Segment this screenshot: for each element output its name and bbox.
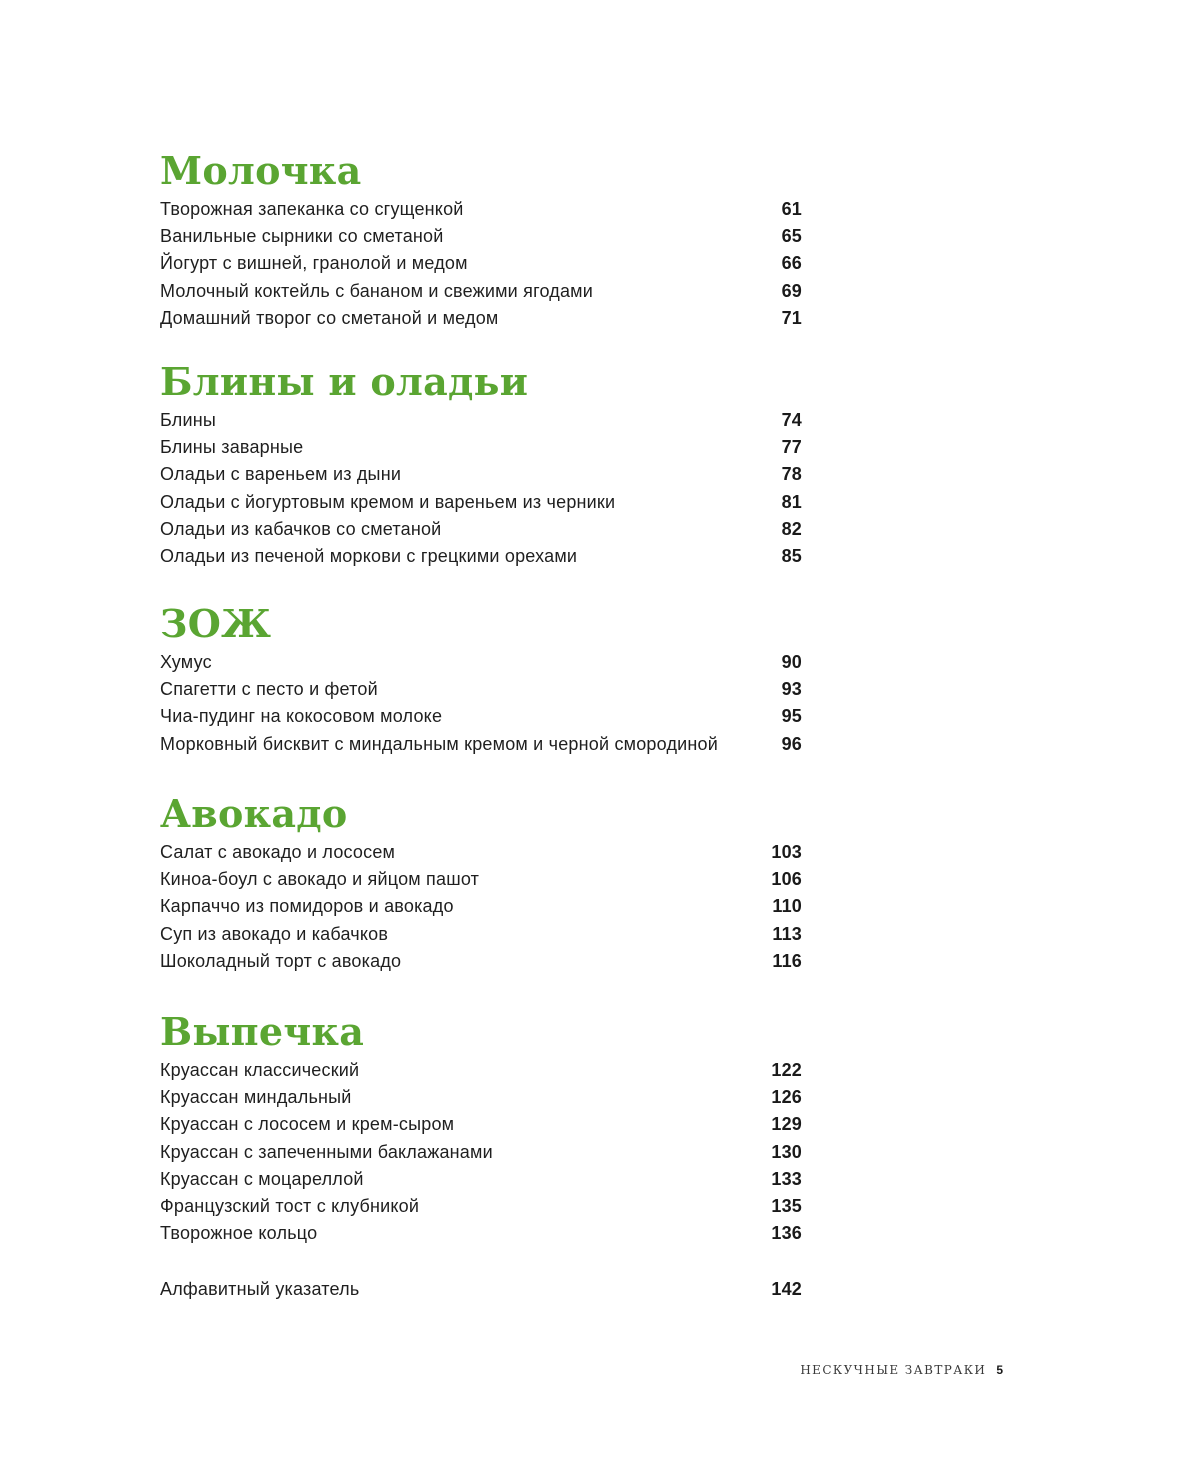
- entry-title: Французский тост с клубникой: [160, 1195, 420, 1216]
- toc-entry[interactable]: [160, 1220, 802, 1247]
- entry-title: Чиа-пудинг на кокосовом молоке: [160, 706, 443, 727]
- section-heading: Авокадо: [160, 791, 348, 836]
- entry-title: Оладьи из кабачков со сметаной: [160, 518, 442, 539]
- entry-page: 66: [781, 253, 802, 274]
- entry-title: Оладьи из печеной моркови с грецкими орехами: [160, 545, 578, 566]
- toc-entry[interactable]: [160, 948, 802, 975]
- section-heading: Выпечка: [160, 1009, 365, 1054]
- page-number: 5: [996, 1363, 1003, 1377]
- toc-entry[interactable]: [160, 703, 802, 730]
- entry-page: 71: [781, 307, 802, 328]
- entry-title: Салат с авокадо и лососем: [160, 842, 396, 862]
- entry-title: Блины заварные: [160, 437, 304, 458]
- toc-entry[interactable]: [160, 250, 802, 277]
- entry-title: Ванильные сырники со сметаной: [160, 226, 444, 247]
- entry-title: Молочный коктейль с бананом и свежими ягодами: [160, 280, 594, 301]
- entry-page: 93: [781, 679, 802, 700]
- entry-page: 113: [772, 923, 802, 944]
- entry-page: 103: [771, 842, 802, 862]
- toc-entry[interactable]: [160, 676, 802, 703]
- entry-page: 110: [772, 896, 802, 917]
- entry-page: 81: [781, 491, 802, 512]
- entry-page: 74: [781, 410, 802, 430]
- entry-page: 126: [771, 1087, 802, 1108]
- entry-page: 96: [781, 733, 802, 754]
- toc-entry[interactable]: [160, 305, 802, 332]
- entry-page: 95: [781, 706, 802, 727]
- toc-entry[interactable]: [160, 731, 802, 758]
- section-heading: Блины и оладьи: [160, 359, 529, 404]
- toc-entry[interactable]: [160, 516, 802, 543]
- toc-entry[interactable]: [160, 1111, 802, 1138]
- entry-title: Блины: [160, 410, 217, 430]
- entry-title: Круассан классический: [160, 1060, 360, 1080]
- toc-entry[interactable]: [160, 921, 802, 948]
- entry-title: Круассан с моцареллой: [160, 1168, 364, 1189]
- entry-page: 122: [771, 1060, 802, 1080]
- toc-entry[interactable]: [160, 196, 802, 223]
- page-footer: [800, 1363, 1003, 1377]
- toc-entry[interactable]: [160, 407, 802, 434]
- entry-title: Круассан с лососем и крем-сыром: [160, 1114, 455, 1135]
- toc-entry[interactable]: [160, 1139, 802, 1166]
- entry-title: Круассан миндальный: [160, 1087, 352, 1108]
- entry-page: 130: [771, 1141, 802, 1162]
- entry-title: Карпаччо из помидоров и авокадо: [160, 896, 454, 917]
- entry-page: 82: [781, 518, 802, 539]
- entry-page: 135: [771, 1195, 802, 1216]
- entry-title: Спагетти с песто и фетой: [160, 679, 378, 700]
- entry-page: 85: [781, 545, 802, 566]
- entry-title: Суп из авокадо и кабачков: [160, 923, 389, 944]
- toc-section: [160, 601, 802, 758]
- entry-title: Шоколадный торт с авокадо: [160, 950, 402, 971]
- entry-page: 116: [772, 950, 802, 971]
- entry-title: Домашний творог со сметаной и медом: [160, 307, 499, 328]
- running-title: НЕСКУЧНЫЕ ЗАВТРАКИ: [800, 1363, 987, 1377]
- toc-entry[interactable]: [160, 839, 802, 866]
- toc-entry[interactable]: [160, 649, 802, 676]
- toc-entry[interactable]: [160, 1193, 802, 1220]
- entry-title: Хумус: [160, 652, 212, 672]
- entry-title: Киноа-боул с авокадо и яйцом пашот: [160, 869, 480, 890]
- toc-entry[interactable]: [160, 434, 802, 461]
- toc-entry[interactable]: [160, 543, 802, 570]
- toc-section: [160, 148, 802, 332]
- toc-entry[interactable]: [160, 461, 802, 488]
- index-entry[interactable]: [160, 1276, 802, 1303]
- toc-entry[interactable]: [160, 1057, 802, 1084]
- entry-title: Творожное кольцо: [160, 1223, 318, 1244]
- section-heading: Молочка: [160, 148, 362, 193]
- entry-page: 65: [781, 226, 802, 247]
- section-heading: ЗОЖ: [160, 601, 272, 646]
- toc-entry[interactable]: [160, 1166, 802, 1193]
- toc-entry[interactable]: [160, 223, 802, 250]
- entry-page: 142: [771, 1279, 802, 1299]
- toc-entry[interactable]: [160, 866, 802, 893]
- entry-title: Оладьи с вареньем из дыни: [160, 464, 402, 485]
- toc-entry[interactable]: [160, 893, 802, 920]
- entry-page: 136: [771, 1223, 802, 1244]
- toc-entry[interactable]: [160, 489, 802, 516]
- entry-page: 78: [781, 464, 802, 485]
- entry-title: Морковный бисквит с миндальным кремом и черной смородиной: [160, 733, 719, 754]
- entry-title: Оладьи с йогуртовым кремом и вареньем из черники: [160, 491, 616, 512]
- entry-page: 90: [781, 652, 802, 672]
- toc-section: [160, 791, 802, 975]
- entry-title: Круассан с запеченными баклажанами: [160, 1141, 493, 1162]
- entry-title: Йогурт с вишней, гранолой и медом: [160, 253, 468, 274]
- entry-page: 106: [771, 869, 802, 890]
- entry-page: 61: [781, 199, 802, 219]
- entry-page: 133: [771, 1168, 802, 1189]
- entry-title: Творожная запеканка со сгущенкой: [160, 199, 464, 219]
- entry-page: 129: [771, 1114, 802, 1135]
- toc-entry[interactable]: [160, 1084, 802, 1111]
- toc-section: [160, 359, 802, 570]
- toc-section: [160, 1009, 802, 1247]
- entry-page: 69: [781, 280, 802, 301]
- toc-entry[interactable]: [160, 278, 802, 305]
- entry-title: Алфавитный указатель: [160, 1279, 360, 1299]
- entry-page: 77: [781, 437, 802, 458]
